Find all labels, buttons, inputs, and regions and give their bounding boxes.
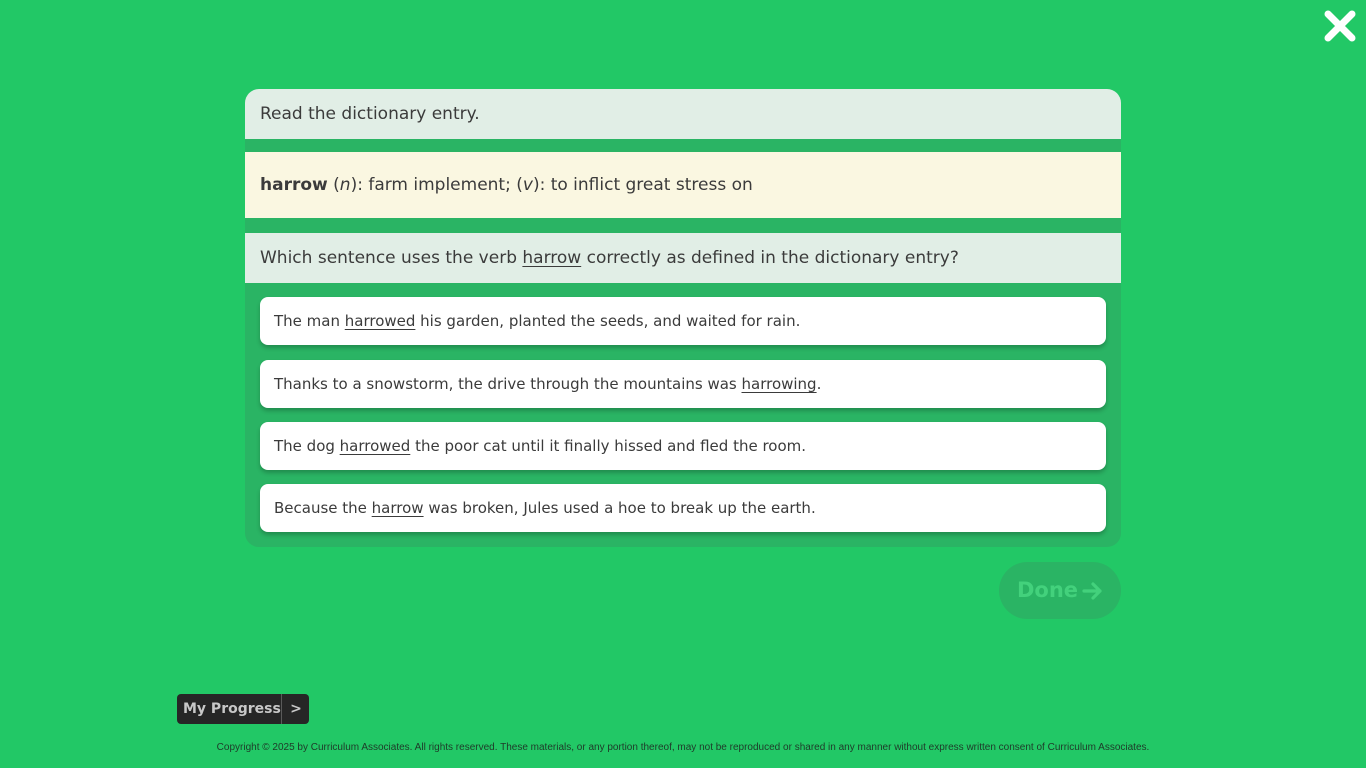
close-button[interactable]: [1322, 8, 1358, 44]
entry-def2: ): to inflict great stress on: [532, 175, 753, 195]
prompt-text: Read the dictionary entry.: [245, 89, 1121, 139]
option-text-after: was broken, Jules used a hoe to break up the earth.: [423, 499, 816, 517]
option-keyword: harrowed: [344, 312, 416, 330]
copyright-text: Copyright © 2025 by Curriculum Associates. All rights reserved. These materials, or any portion thereof, may not be reproduced or shared in any manner without express written consent of Curriculum Associates.: [216, 742, 1150, 753]
my-progress-label: My Progress: [183, 701, 281, 717]
entry-word: harrow: [260, 175, 328, 195]
option-text-before: The dog: [274, 437, 340, 455]
done-button[interactable]: [999, 562, 1121, 619]
option-text-before: The man: [274, 312, 345, 330]
option-text-before: Because the: [274, 499, 372, 517]
answer-option-4[interactable]: [260, 484, 1106, 532]
done-label: Done: [1017, 578, 1079, 602]
close-x-icon: [1322, 8, 1358, 44]
option-text-after: the poor cat until it finally hissed and fled the room.: [410, 437, 807, 455]
arrow-right-icon: [1082, 581, 1104, 601]
question-keyword: harrow: [522, 248, 582, 268]
option-keyword: harrowing: [741, 375, 817, 393]
entry-def1: farm implement; (: [368, 175, 523, 195]
answer-option-3[interactable]: [260, 422, 1106, 470]
chevron-right-icon: >: [290, 701, 302, 717]
entry-pos1-open: (: [327, 175, 340, 195]
entry-pos2: v: [522, 175, 533, 195]
option-text-after: his garden, planted the seeds, and waited for rain.: [415, 312, 801, 330]
option-keyword: harrowed: [339, 437, 411, 455]
progress-divider: [281, 694, 282, 724]
answer-option-2[interactable]: [260, 360, 1106, 408]
question-after: correctly as defined in the dictionary entry?: [581, 248, 959, 268]
my-progress-button[interactable]: [177, 694, 309, 724]
question-before: Which sentence uses the verb: [260, 248, 523, 268]
answer-option-1[interactable]: [260, 297, 1106, 345]
question-text: [245, 233, 1121, 283]
option-text-after: .: [816, 375, 822, 393]
dictionary-entry: [245, 152, 1121, 218]
option-keyword: harrow: [371, 499, 424, 517]
question-card: [245, 89, 1121, 547]
entry-pos1-close: ):: [350, 175, 369, 195]
option-text-before: Thanks to a snowstorm, the drive through the mountains was: [274, 375, 742, 393]
entry-pos1: n: [339, 175, 351, 195]
